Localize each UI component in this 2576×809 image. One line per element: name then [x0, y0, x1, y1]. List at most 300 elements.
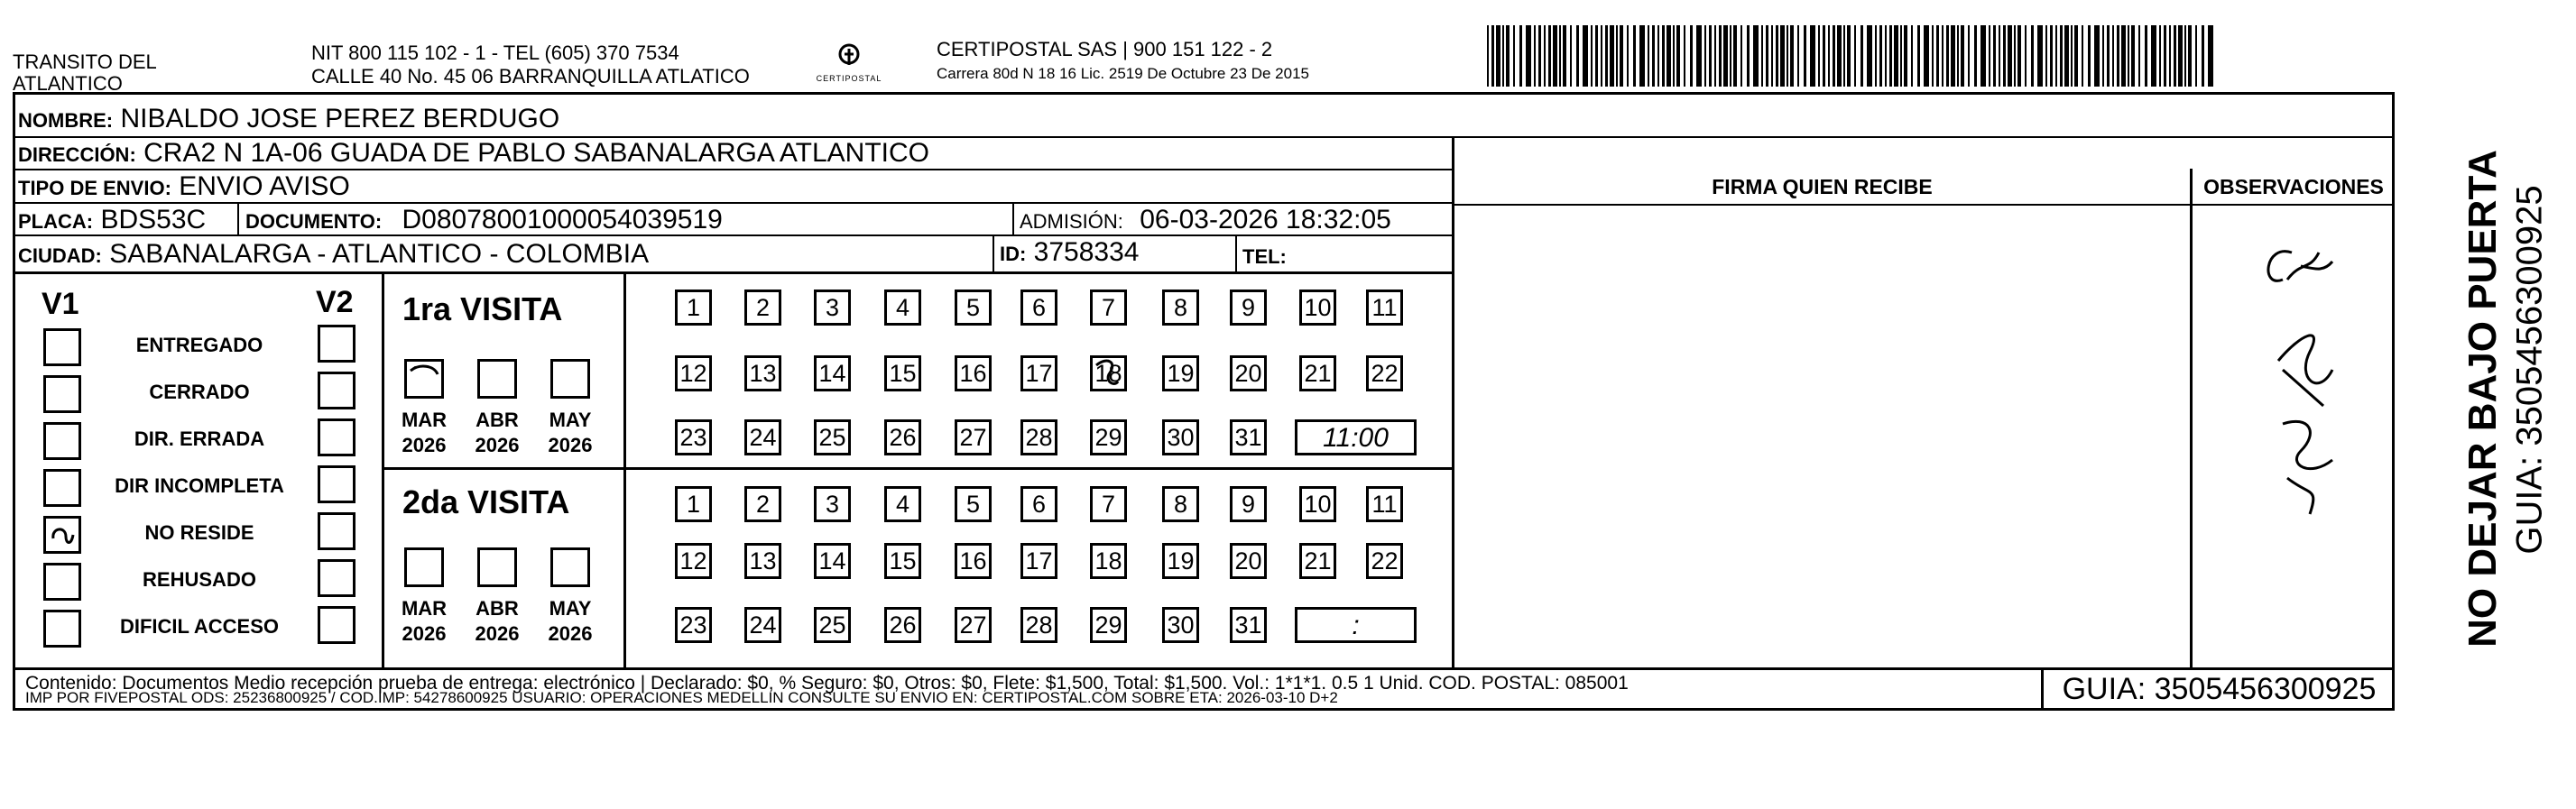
day-cell[interactable] [1020, 486, 1057, 522]
document-value: D08078001000054039519 [402, 205, 723, 234]
month-checkbox[interactable] [550, 359, 590, 399]
day-cell[interactable] [814, 543, 851, 579]
day-cell[interactable] [744, 543, 781, 579]
name-field [18, 104, 559, 134]
barcode-bar [1787, 25, 1788, 87]
barcode-bar [2088, 25, 2091, 87]
v2-checkbox[interactable] [318, 606, 355, 644]
day-number: 8 [1173, 294, 1188, 321]
day-number: 18 [1094, 360, 1122, 387]
day-number: 7 [1101, 294, 1116, 321]
day-cell[interactable] [814, 290, 851, 326]
barcode-bar [2037, 25, 2043, 87]
day-cell[interactable] [744, 607, 781, 643]
day-cell[interactable] [884, 355, 921, 391]
barcode-bar [1833, 25, 1835, 87]
logo-text: CERTIPOSTAL [816, 74, 882, 83]
day-cell[interactable] [675, 543, 712, 579]
side-guia: GUIA: 3505456300925 [2509, 185, 2550, 555]
barcode-bar [1559, 25, 1561, 87]
day-number: 1 [686, 491, 701, 518]
barcode-bar [1690, 25, 1693, 87]
barcode-bar [1879, 25, 1882, 87]
barcode-bar [1917, 25, 1920, 87]
visit1-title: 1ra VISITA [402, 290, 563, 327]
v1-checkbox[interactable] [43, 422, 81, 460]
day-number: 11 [1371, 491, 1398, 518]
handwritten-signature [2247, 225, 2355, 523]
day-number: 9 [1241, 294, 1256, 321]
day-number: 27 [959, 424, 987, 451]
day-cell[interactable] [1230, 543, 1267, 579]
barcode-bar [1828, 25, 1830, 87]
barcode-bar [2094, 25, 2100, 87]
barcode-bar [2107, 25, 2110, 87]
address-value: CRA2 N 1A-06 GUADA DE PABLO SABANALARGA ATLANTICO [143, 138, 929, 168]
day-number: 4 [895, 491, 910, 518]
admission-value: 06-03-2026 18:32:05 [1140, 205, 1391, 234]
day-cell[interactable] [955, 290, 992, 326]
day-number: 27 [959, 611, 987, 639]
barcode-bar [1491, 25, 1494, 87]
day-number: 13 [749, 360, 777, 387]
day-cell[interactable] [814, 486, 851, 522]
footer-print-info: IMP POR FIVEPOSTAL ODS: 25236800925 / COD.IMP: 54278600925 USUARIO: OPERACIONES MEDELLIN CONSULTE SU ENVIO EN: CERTIPOSTAL.COM SOBRE ETA: 2026-03-10 D+2 [25, 689, 1338, 706]
day-number: 16 [959, 360, 987, 387]
day-cell[interactable] [1162, 290, 1199, 326]
v2-checkbox[interactable] [318, 465, 355, 503]
day-number: 28 [1025, 424, 1053, 451]
day-cell[interactable] [1090, 355, 1127, 391]
signature-header: FIRMA QUIEN RECIBE [1712, 175, 1933, 198]
day-cell[interactable] [955, 419, 992, 455]
month-checkbox[interactable] [404, 359, 444, 399]
barcode-bar [2184, 25, 2186, 87]
barcode-bar [2202, 25, 2204, 87]
day-cell[interactable] [1299, 355, 1336, 391]
barcode-bar [1601, 25, 1602, 87]
admission-field [1020, 205, 1391, 235]
barcode-bar [2017, 25, 2021, 87]
month-checkbox[interactable] [477, 547, 517, 587]
v1-checkbox[interactable] [43, 375, 81, 413]
day-number: 14 [818, 360, 846, 387]
month-label: MAY [549, 597, 592, 620]
visit2-title: 2da VISITA [402, 483, 570, 520]
barcode-bar [1867, 25, 1872, 87]
day-cell[interactable] [1162, 486, 1199, 522]
day-number: 31 [1234, 424, 1262, 451]
day-cell[interactable] [955, 486, 992, 522]
barcode-bar [1854, 25, 1856, 87]
day-number: 19 [1167, 547, 1195, 575]
month-year-label: 2026 [475, 434, 520, 456]
barcode-bar [1761, 25, 1763, 87]
barcode-bar [1696, 25, 1702, 87]
id-value: 3758334 [1033, 237, 1140, 267]
day-cell[interactable] [955, 607, 992, 643]
certipostal-logo [812, 36, 886, 94]
barcode-bar [2138, 25, 2140, 87]
status-option-label: DIR INCOMPLETA [115, 474, 284, 497]
barcode-bar [1843, 25, 1845, 87]
day-cell[interactable] [675, 419, 712, 455]
day-number: 30 [1167, 424, 1195, 451]
barcode-bar [1968, 25, 1970, 87]
month-year-label: 2026 [402, 622, 447, 645]
barcode-bar [1583, 25, 1588, 87]
barcode-bar [1676, 25, 1680, 87]
day-number: 9 [1241, 491, 1256, 518]
day-number: 12 [679, 547, 707, 575]
barcode-bar [1771, 25, 1773, 87]
barcode-bar [1961, 25, 1964, 87]
day-cell[interactable] [1230, 607, 1267, 643]
barcode-bar [1942, 25, 1944, 87]
tel-field [1242, 240, 1287, 271]
barcode-bar [1667, 25, 1671, 87]
barcode-bar [1747, 25, 1750, 87]
day-number: 4 [895, 294, 910, 321]
barcode-bar [1633, 25, 1636, 87]
barcode-bar [1610, 25, 1614, 87]
barcode-bar [2082, 25, 2083, 87]
v2-label: V2 [316, 285, 354, 319]
barcode-bar [1652, 25, 1655, 87]
v1-checkbox[interactable] [43, 328, 81, 366]
admission-label: ADMISIÓN: [1020, 210, 1123, 233]
day-number: 7 [1101, 491, 1116, 518]
barcode-bar [1620, 25, 1623, 87]
barcode-bar [1904, 25, 1907, 87]
plate-field [18, 205, 206, 235]
barcode-bar [2014, 25, 2016, 87]
barcode-bar [1776, 25, 1778, 87]
footer-guia: GUIA: 3505456300925 [2062, 672, 2377, 706]
barcode-bar [1974, 25, 1977, 87]
barcode-bar [1780, 25, 1785, 87]
barcode-bar [1595, 25, 1598, 87]
barcode-bar [2025, 25, 2027, 87]
type-value: ENVIO AVISO [179, 171, 350, 201]
day-cell[interactable] [1020, 419, 1057, 455]
day-cell[interactable] [1162, 355, 1199, 391]
day-number: 12 [679, 360, 707, 387]
day-number: 20 [1234, 547, 1262, 575]
barcode-bar [1957, 25, 1959, 87]
barcode-bar [2050, 25, 2053, 87]
barcode-bar [2003, 25, 2006, 87]
day-cell[interactable] [1230, 419, 1267, 455]
barcode-bar [1496, 25, 1500, 87]
day-number: 11 [1371, 294, 1398, 321]
day-cell[interactable] [744, 486, 781, 522]
v1-checkbox[interactable] [43, 610, 81, 648]
barcode-bar [1704, 25, 1706, 87]
barcode-bar [1709, 25, 1712, 87]
day-cell[interactable] [744, 290, 781, 326]
v1-checkbox[interactable] [43, 563, 81, 601]
day-cell[interactable] [1366, 486, 1403, 522]
barcode-bar [1673, 25, 1675, 87]
barcode-bar [2208, 25, 2213, 87]
day-number: 6 [1031, 294, 1047, 321]
status-option-label: REHUSADO [143, 568, 256, 591]
month-checkbox[interactable] [404, 547, 444, 587]
barcode-bar [1932, 25, 1934, 87]
barcode-bar [1719, 25, 1722, 87]
v2-checkbox[interactable] [318, 372, 355, 409]
day-cell[interactable] [1020, 543, 1057, 579]
day-cell[interactable] [1230, 486, 1267, 522]
day-cell[interactable] [1162, 543, 1199, 579]
day-number: 17 [1025, 360, 1053, 387]
address-label: DIRECCIÓN: [18, 143, 136, 166]
barcode-bar [1662, 25, 1665, 87]
day-cell[interactable] [675, 607, 712, 643]
city-value: SABANALARGA - ATLANTICO - COLOMBIA [109, 239, 650, 269]
org-name-line1: TRANSITO DEL [13, 51, 157, 73]
plate-value: BDS53C [100, 205, 207, 234]
barcode-bar [2112, 25, 2114, 87]
day-number: 5 [965, 491, 981, 518]
day-cell[interactable] [884, 543, 921, 579]
month-label: MAR [401, 597, 448, 620]
day-cell[interactable] [1020, 290, 1057, 326]
barcode-bar [2055, 25, 2057, 87]
handwritten-mark [46, 519, 78, 551]
month-label: ABR [475, 409, 519, 431]
type-label: TIPO DE ENVIO: [18, 177, 171, 199]
day-number: 1 [686, 294, 701, 321]
status-option-label: CERRADO [149, 381, 250, 403]
observations-header: OBSERVACIONES [2203, 175, 2384, 198]
day-cell[interactable] [1299, 290, 1336, 326]
status-option-label: ENTREGADO [135, 334, 263, 356]
day-cell[interactable] [1366, 355, 1403, 391]
org-name-line2: ATLANTICO [13, 72, 123, 95]
barcode-bar [1733, 25, 1737, 87]
barcode-bar [2195, 25, 2197, 87]
barcode-bar [1714, 25, 1716, 87]
day-cell[interactable] [675, 486, 712, 522]
day-cell[interactable] [1090, 543, 1127, 579]
day-number: 22 [1371, 547, 1399, 575]
day-cell[interactable] [814, 419, 851, 455]
day-cell[interactable] [884, 486, 921, 522]
barcode-bar [1875, 25, 1877, 87]
day-cell[interactable] [814, 355, 851, 391]
day-number: 3 [825, 294, 840, 321]
barcode-bar [2071, 25, 2073, 87]
day-number: 21 [1304, 360, 1332, 387]
barcode-bar [1616, 25, 1618, 87]
barcode-bar [1753, 25, 1759, 87]
v1-checkbox[interactable] [43, 516, 81, 554]
day-number: 20 [1234, 360, 1262, 387]
barcode-bar [1951, 25, 1955, 87]
day-cell[interactable] [1366, 543, 1403, 579]
barcode-bar [1534, 25, 1536, 87]
carrier-line1: CERTIPOSTAL SAS | 900 151 122 - 2 [937, 38, 1273, 60]
day-cell[interactable] [1090, 486, 1127, 522]
day-cell[interactable] [1090, 419, 1127, 455]
day-number: 24 [749, 611, 777, 639]
barcode-bar [2145, 25, 2147, 87]
day-number: 24 [749, 424, 777, 451]
barcode-bar [2121, 25, 2126, 87]
day-cell[interactable] [884, 419, 921, 455]
day-number: 22 [1371, 360, 1399, 387]
status-option-label: DIFICIL ACCESO [119, 615, 280, 638]
barcode-bar [1980, 25, 1986, 87]
time-field[interactable]: 11:00 [1295, 419, 1417, 455]
v2-checkbox[interactable] [318, 325, 355, 363]
day-cell[interactable] [955, 543, 992, 579]
barcode-bar [1946, 25, 1949, 87]
day-cell[interactable] [1020, 355, 1057, 391]
barcode-bar [1576, 25, 1579, 87]
id-label: ID: [1000, 243, 1027, 265]
barcode-bar [1684, 25, 1685, 87]
document-field [245, 205, 723, 235]
barcode-bar [1723, 25, 1728, 87]
day-cell[interactable] [1299, 543, 1336, 579]
barcode-bar [1648, 25, 1649, 87]
day-number: 16 [959, 547, 987, 575]
day-cell[interactable] [884, 290, 921, 326]
barcode-bar [1885, 25, 1887, 87]
day-number: 23 [679, 611, 707, 639]
day-number: 10 [1304, 294, 1332, 321]
day-cell[interactable] [1162, 419, 1199, 455]
day-number: 31 [1234, 611, 1262, 639]
side-warning: NO DEJAR BAJO PUERTA [2461, 150, 2505, 648]
day-cell[interactable] [1090, 290, 1127, 326]
month-year-label: 2026 [475, 622, 520, 645]
barcode-bar [1860, 25, 1863, 87]
day-number: 26 [889, 424, 917, 451]
day-cell[interactable] [814, 607, 851, 643]
city-field [18, 239, 649, 270]
month-label: ABR [475, 597, 519, 620]
day-number: 18 [1094, 547, 1122, 575]
day-number: 8 [1173, 491, 1188, 518]
barcode-bar [1790, 25, 1794, 87]
tel-label: TEL: [1242, 245, 1287, 268]
month-checkbox[interactable] [550, 547, 590, 587]
day-cell[interactable] [1230, 355, 1267, 391]
barcode-bar [1924, 25, 1929, 87]
address-field [18, 138, 929, 169]
day-number: 25 [818, 424, 846, 451]
name-value: NIBALDO JOSE PEREZ BERDUGO [120, 104, 560, 133]
day-cell[interactable] [1230, 290, 1267, 326]
barcode-bar [1553, 25, 1557, 87]
barcode-bar [2060, 25, 2063, 87]
day-number: 3 [825, 491, 840, 518]
day-cell[interactable] [884, 607, 921, 643]
org-contact-line2: CALLE 40 No. 45 06 BARRANQUILLA ATLATICO [311, 65, 750, 87]
day-cell[interactable] [1090, 607, 1127, 643]
barcode-bar [1730, 25, 1731, 87]
city-label: CIUDAD: [18, 244, 102, 267]
barcode-bar [1847, 25, 1851, 87]
day-number: 13 [749, 547, 777, 575]
day-number: 26 [889, 611, 917, 639]
barcode-bar [2188, 25, 2192, 87]
barcode-bar [2045, 25, 2047, 87]
day-number: 6 [1031, 491, 1047, 518]
day-cell[interactable] [744, 419, 781, 455]
month-checkbox[interactable] [477, 359, 517, 399]
barcode-bar [1810, 25, 1815, 87]
v2-checkbox[interactable] [318, 559, 355, 597]
barcode-bar [2102, 25, 2104, 87]
barcode-bar [1502, 25, 1504, 87]
id-field [1000, 237, 1139, 268]
barcode-bar [2169, 25, 2171, 87]
barcode-bar [2008, 25, 2012, 87]
month-label: MAR [401, 409, 448, 431]
day-number: 15 [889, 360, 917, 387]
day-number: 19 [1167, 360, 1195, 387]
barcode-bar [1837, 25, 1842, 87]
month-year-label: 2026 [548, 622, 593, 645]
day-cell[interactable] [955, 355, 992, 391]
barcode-bar [1894, 25, 1898, 87]
day-cell[interactable] [675, 355, 712, 391]
barcode-bar [1519, 25, 1522, 87]
footer-contents: Contenido: Documentos Medio recepción prueba de entrega: electrónico | Declarado: $0, % Seguro: $0, Otros: $0, Flete: $1,500, Total: $1,500. Vol.: 1*1*1. 0.5 1 Unid. COD. POSTAL: 085001 [25, 673, 1629, 694]
barcode-bar [1766, 25, 1768, 87]
type-field [18, 171, 350, 202]
day-cell[interactable] [1020, 607, 1057, 643]
barcode-bar [2164, 25, 2166, 87]
barcode-bar [1804, 25, 1806, 87]
v1-label: V1 [42, 287, 79, 321]
barcode-bar [1563, 25, 1566, 87]
day-number: 17 [1025, 547, 1053, 575]
month-label: MAY [549, 409, 592, 431]
barcode-bar [1548, 25, 1551, 87]
v1-checkbox[interactable] [43, 469, 81, 507]
v2-checkbox[interactable] [318, 418, 355, 456]
barcode-bar [2178, 25, 2183, 87]
barcode-bar [1936, 25, 1939, 87]
barcode-bar [2074, 25, 2078, 87]
barcode-bar [1513, 25, 1515, 87]
name-label: NOMBRE: [18, 109, 114, 132]
barcode-bar [1526, 25, 1531, 87]
day-cell[interactable] [744, 355, 781, 391]
barcode-bar [1999, 25, 2000, 87]
day-cell[interactable] [675, 290, 712, 326]
barcode-bar [1657, 25, 1659, 87]
day-number: 30 [1167, 611, 1195, 639]
barcode-bar [1538, 25, 1541, 87]
month-year-label: 2026 [548, 434, 593, 456]
day-cell[interactable] [1162, 607, 1199, 643]
handwritten-check [407, 362, 441, 396]
barcode-bar [1740, 25, 1742, 87]
day-cell[interactable] [1299, 486, 1336, 522]
day-cell[interactable] [1366, 290, 1403, 326]
barcode-bar [2131, 25, 2135, 87]
time-field[interactable]: : [1295, 607, 1417, 643]
v2-checkbox[interactable] [318, 512, 355, 550]
day-number: 23 [679, 424, 707, 451]
